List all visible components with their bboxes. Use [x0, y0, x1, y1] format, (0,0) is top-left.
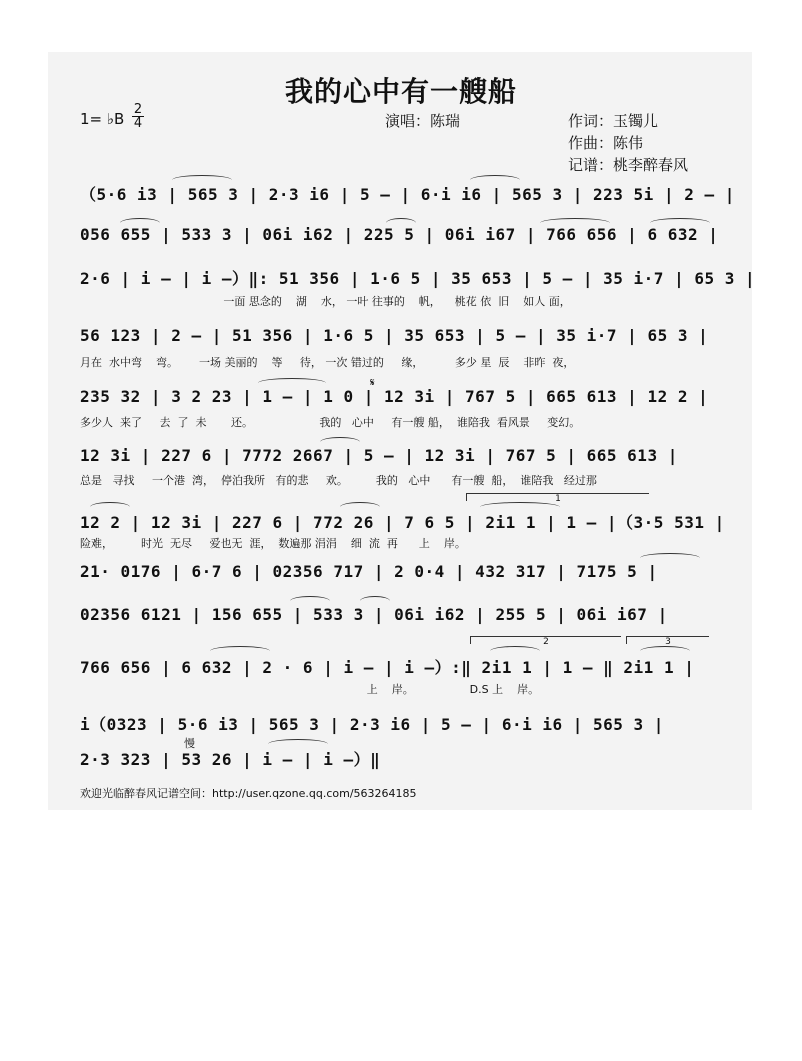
slur	[172, 175, 232, 185]
volta-bracket-1: 1	[466, 493, 649, 501]
tempo-mark: 慢	[184, 737, 195, 750]
music-line: （5·6 i3 | 565 3 | 2·3 i6 | 5 – | 6·i i6 | 565 3 | 223 5i | 2 – |	[80, 185, 735, 204]
song-title: 我的心中有一艘船	[284, 75, 517, 108]
slur	[120, 218, 160, 228]
meter-top: 2	[133, 102, 143, 117]
singer: 演唱：陈瑞	[385, 112, 461, 130]
slur	[480, 502, 560, 512]
slur	[90, 502, 130, 512]
slur	[640, 646, 690, 656]
lyric-line: 险难， 时光 无尽 爱也无 涯， 数遍那 涓涓 细 流 再 上 岸。	[80, 537, 466, 550]
music-line: 235 32 | 3 2 23 | 1 – | 1 0 | 12 3i | 767 5 | 665 613 | 12 2 |	[80, 387, 709, 406]
lyric-line: 总是 寻找 一个港 湾， 停泊我所 有的悲 欢。 我的 心中 有一艘 船， 谁陪我 经过那	[80, 474, 597, 487]
slur	[540, 218, 610, 228]
lyric-line: 多少人 来了 去 了 未 还。 我的 心中 有一艘 船， 谁陪我 看风景 变幻。	[80, 416, 581, 429]
lyricist: 作词：玉镯儿	[568, 112, 659, 130]
slur	[258, 378, 326, 388]
slur	[340, 502, 380, 512]
music-line: 766 656 | 6 632 | 2 · 6 | i – | i –）:‖ 2i1 1 | 1 – ‖ 2i1 1 |	[80, 658, 695, 677]
slur	[386, 218, 416, 228]
slur	[210, 646, 270, 656]
music-line: 12 3i | 227 6 | 7772 2667 | 5 – | 12 3i | 767 5 | 665 613 |	[80, 446, 678, 465]
slur	[268, 739, 328, 749]
music-line: 21· 0176 | 6·7 6 | 02356 717 | 2 0·4 | 432 317 | 7175 5 |	[80, 562, 658, 581]
lyric-line: 上 岸。 D.S 上 岸。	[80, 683, 540, 696]
slur	[360, 596, 390, 606]
segno-sign: 𝄋	[370, 376, 375, 389]
slur	[490, 646, 540, 656]
music-line: 56 123 | 2 – | 51 356 | 1·6 5 | 35 653 | 5 – | 35 i·7 | 65 3 |	[80, 326, 709, 345]
slur	[640, 553, 700, 563]
music-line: 2·3 323 | 53 26 | i – | i –）‖	[80, 750, 381, 769]
volta-bracket-3: 3	[626, 636, 709, 644]
transcriber: 记谱：桃李醉春风	[568, 156, 689, 174]
music-line: 12 2 | 12 3i | 227 6 | 772 26 | 7 6 5 | 2i1 1 | 1 – |（3·5 531 |	[80, 513, 725, 532]
slur	[320, 437, 360, 447]
composer: 作曲：陈伟	[568, 134, 644, 152]
music-line: 2·6 | i – | i –）‖: 51 356 | 1·6 5 | 35 653 | 5 – | 35 i·7 | 65 3 |	[80, 269, 756, 288]
key-signature: 1= ♭B	[80, 110, 125, 128]
slur	[290, 596, 330, 606]
lyric-line: 月在 水中弯 弯。 一场 美丽的 等 待， 一次 错过的 缘， 多少 星 辰 非昨 夜，	[80, 356, 575, 369]
lyric-line: 一面 思念的 湖 水， 一叶 往事的 帆， 桃花 依 旧 如人 面，	[80, 295, 571, 308]
footer-note: 欢迎光临醉春风记谱空间：http://user.qzone.qq.com/563264185	[80, 787, 417, 800]
slur	[470, 175, 520, 185]
slur	[650, 218, 710, 228]
credits	[568, 110, 688, 176]
music-line: i（0323 | 5·6 i3 | 565 3 | 2·3 i6 | 5 – | 6·i i6 | 565 3 |	[80, 715, 664, 734]
meter-bottom: 4	[133, 116, 143, 131]
music-line: 056 655 | 533 3 | 06i i62 | 225 5 | 06i i67 | 766 656 | 6 632 |	[80, 225, 719, 244]
time-signature	[132, 103, 144, 130]
music-line: 02356 6121 | 156 655 | 533 3 | 06i i62 | 255 5 | 06i i67 |	[80, 605, 668, 624]
volta-bracket-2: 2	[470, 636, 621, 644]
